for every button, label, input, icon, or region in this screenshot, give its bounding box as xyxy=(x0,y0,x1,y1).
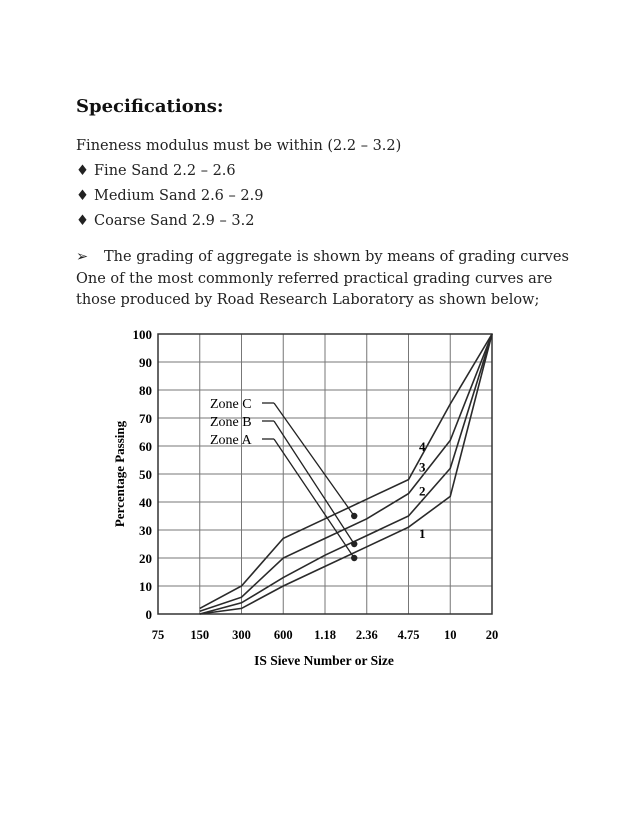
y-tick-label: 40 xyxy=(139,495,152,510)
y-tick-label: 20 xyxy=(139,551,152,566)
spec-item-label: Fine Sand 2.2 – 2.6 xyxy=(94,163,236,179)
spec-item-fine xyxy=(76,163,236,179)
paragraph-line: those produced by Road Research Laboratory as shown below; xyxy=(76,292,540,308)
series-line-3 xyxy=(200,334,492,611)
x-tick-label: 1.18 xyxy=(314,628,336,642)
spec-item-coarse xyxy=(76,213,254,229)
fineness-intro: Fineness modulus must be within (2.2 – 3.2) xyxy=(76,138,402,154)
spec-item-medium xyxy=(76,188,263,204)
y-tick-labels xyxy=(133,327,153,622)
y-tick-label: 50 xyxy=(139,467,152,482)
y-tick-label: 100 xyxy=(132,327,152,342)
zone-leader-dot xyxy=(351,541,357,547)
diamond-bullet-icon: ♦ xyxy=(76,213,89,229)
zone-leader-dot xyxy=(351,513,357,519)
x-axis-label: IS Sieve Number or Size xyxy=(254,653,394,668)
grading-curve-chart xyxy=(100,322,520,672)
grading-paragraph xyxy=(76,247,569,312)
paragraph-text: The grading of aggregate is shown by means of grading curves xyxy=(104,249,569,265)
y-axis-label: Percentage Passing xyxy=(112,420,127,528)
diamond-bullet-icon: ♦ xyxy=(76,163,89,179)
zone-leader-dot xyxy=(351,555,357,561)
zone-label: Zone B xyxy=(210,415,252,430)
y-tick-label: 10 xyxy=(139,579,152,594)
y-tick-label: 30 xyxy=(139,523,152,538)
x-tick-label: 2.36 xyxy=(355,628,378,642)
y-tick-label: 80 xyxy=(139,383,152,398)
section-heading: Specifications: xyxy=(76,96,224,117)
x-tick-label: 75 xyxy=(151,628,165,642)
y-tick-label: 70 xyxy=(139,411,152,426)
series-label: 1 xyxy=(419,525,426,541)
zone-label: Zone A xyxy=(210,433,252,448)
diamond-bullet-icon: ♦ xyxy=(76,188,89,204)
zone-label: Zone C xyxy=(210,397,252,412)
y-tick-label: 60 xyxy=(139,439,152,454)
x-tick-label: 10 xyxy=(444,628,457,642)
x-tick-label: 300 xyxy=(232,628,251,642)
series-label: 4 xyxy=(419,438,426,454)
paragraph-line: One of the most commonly referred practical grading curves are xyxy=(76,270,553,287)
spec-item-label: Coarse Sand 2.9 – 3.2 xyxy=(94,213,255,229)
spec-item-label: Medium Sand 2.6 – 2.9 xyxy=(94,188,264,204)
x-tick-label: 4.75 xyxy=(397,628,420,642)
series-label: 2 xyxy=(419,483,426,499)
paragraph-line xyxy=(76,247,569,269)
x-tick-label: 600 xyxy=(273,628,293,642)
x-tick-label: 20 xyxy=(485,628,499,642)
x-tick-labels xyxy=(152,628,499,642)
y-tick-label: 90 xyxy=(139,355,152,370)
arrow-bullet-icon: ➢ xyxy=(76,249,89,265)
x-tick-label: 150 xyxy=(190,628,210,642)
series-label: 3 xyxy=(419,459,426,475)
y-tick-label: 0 xyxy=(145,607,152,622)
zone-leader-line xyxy=(274,421,354,544)
